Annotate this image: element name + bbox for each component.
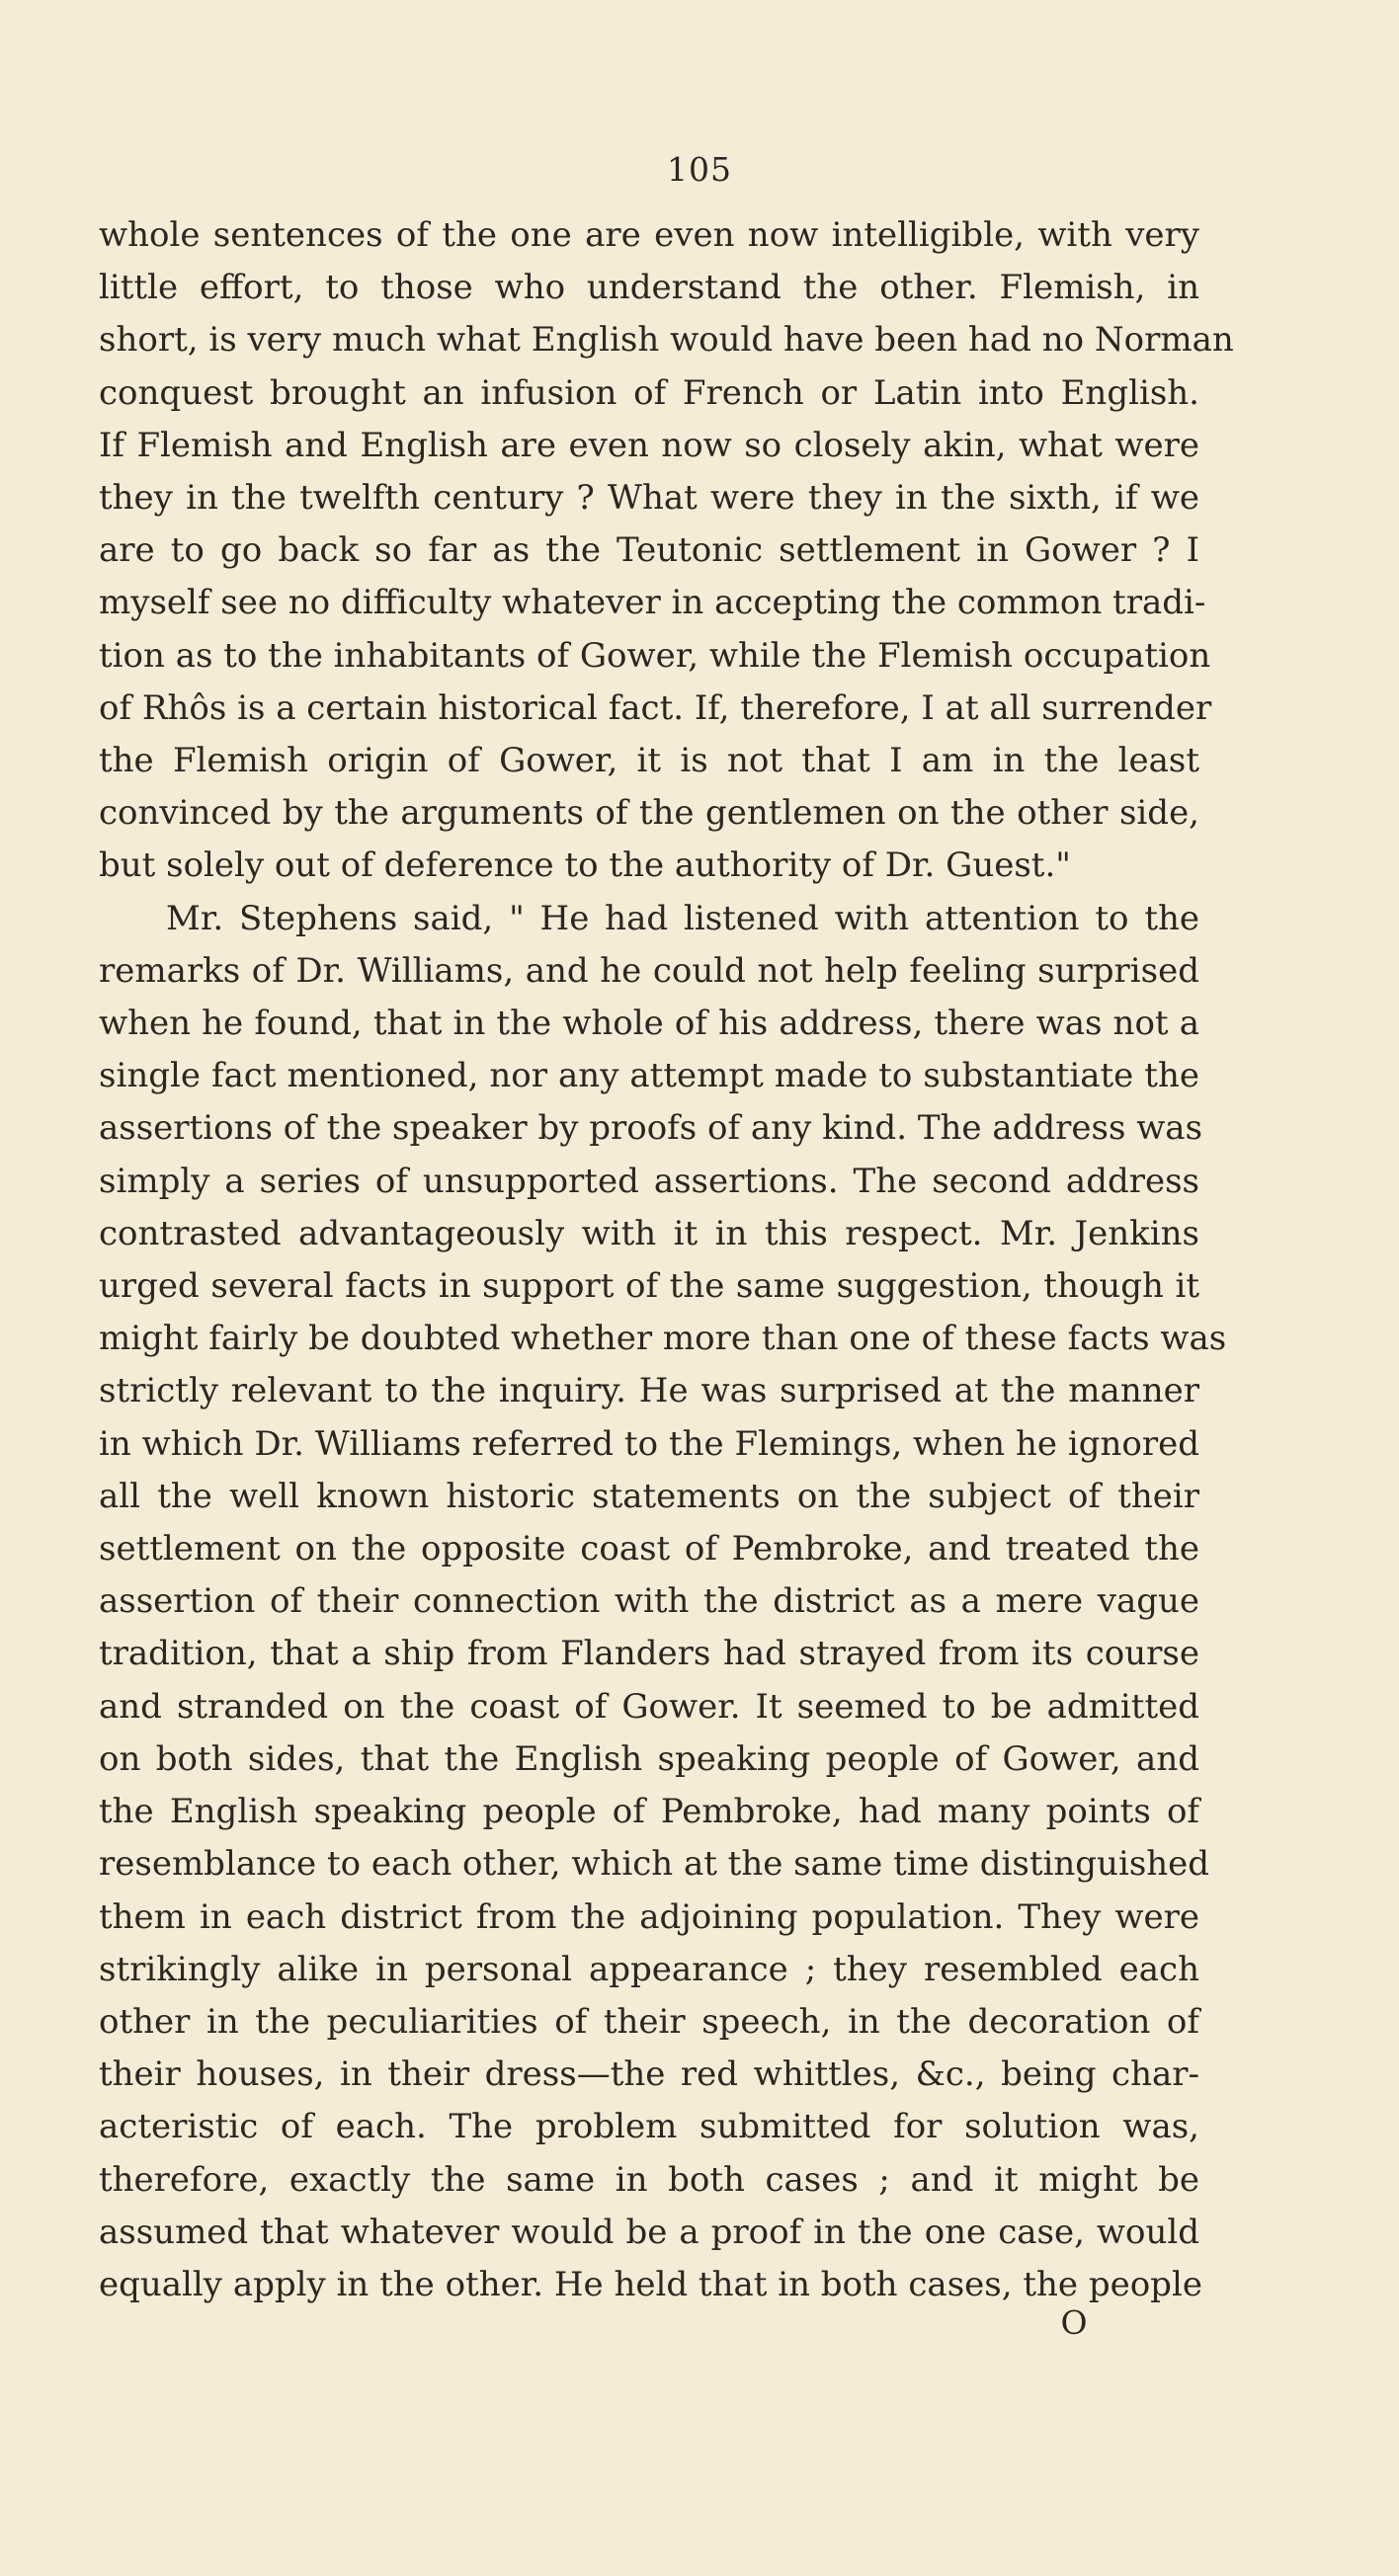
text-line: whole sentences of the one are even now intelligible, with very [99, 215, 1199, 255]
text-line: myself see no difficulty whatever in accepting the common tradi- [99, 583, 1206, 623]
text-line: other in the peculiarities of their speech, in the decoration of [99, 2001, 1199, 2042]
page-number: 105 [667, 150, 732, 189]
text-line: the English speaking people of Pembroke, had many points of [99, 1792, 1199, 1832]
text-line: might fairly be doubted whether more than one of these facts was [99, 1319, 1227, 1359]
text-line: single fact mentioned, nor any attempt made to substantiate the [99, 1056, 1199, 1096]
text-line: equally apply in the other. He held that in both cases, the people [99, 2264, 1202, 2304]
text-line: in which Dr. Williams referred to the Flemings, when he ignored [99, 1423, 1199, 1464]
text-line: assertion of their connection with the district as a mere vague [99, 1581, 1199, 1622]
body-text [99, 209, 1234, 2311]
text-line: are to go back so far as the Teutonic settlement in Gower ? I [99, 530, 1199, 571]
text-line: they in the twelfth century ? What were they in the sixth, if we [99, 478, 1199, 519]
text-line: short, is very much what English would have been had no Norman [99, 320, 1234, 361]
signature-mark: O [1060, 2303, 1088, 2342]
text-line: If Flemish and English are even now so closely akin, what were [99, 425, 1199, 465]
text-line: assertions of the speaker by proofs of any kind. The address was [99, 1108, 1203, 1149]
text-line: and stranded on the coast of Gower. It seemed to be admitted [99, 1686, 1199, 1727]
text-line: tradition, that a ship from Flanders had strayed from its course [99, 1634, 1199, 1674]
text-line: convinced by the arguments of the gentlemen on the other side, [99, 793, 1199, 834]
text-line: the Flemish origin of Gower, it is not that I am in the least [99, 741, 1199, 781]
text-line: resemblance to each other, which at the same time distinguished [99, 1844, 1210, 1885]
text-line: strictly relevant to the inquiry. He was surprised at the manner [99, 1371, 1199, 1411]
text-line: acteristic of each. The problem submitted for solution was, [99, 2107, 1199, 2147]
paragraph [99, 209, 1234, 893]
text-line: settlement on the opposite coast of Pembroke, and treated the [99, 1529, 1199, 1570]
text-line: of Rhôs is a certain historical fact. If, therefore, I at all surrender [99, 687, 1212, 728]
text-line: conquest brought an infusion of French or Latin into English. [99, 372, 1199, 413]
text-line: remarks of Dr. Williams, and he could not help feeling surprised [99, 950, 1199, 991]
paragraph [99, 893, 1227, 2311]
text-line: them in each district from the adjoining population. They were [99, 1896, 1199, 1937]
text-line: little effort, to those who understand the other. Flemish, in [99, 268, 1199, 308]
text-line: urged several facts in support of the same suggestion, though it [99, 1266, 1199, 1307]
text-line: therefore, exactly the same in both cases ; and it might be [99, 2159, 1199, 2200]
text-line: simply a series of unsupported assertions. The second address [99, 1161, 1199, 1201]
text-line: Mr. Stephens said, " He had listened with attention to the [166, 898, 1199, 938]
text-line: tion as to the inhabitants of Gower, while the Flemish occupation [99, 635, 1211, 676]
text-line: but solely out of deference to the authority of Dr. Guest." [99, 845, 1071, 886]
text-line: contrasted advantageously with it in this respect. Mr. Jenkins [99, 1213, 1199, 1253]
text-line: their houses, in their dress—the red whittles, &c., being char- [99, 2054, 1199, 2095]
text-line: assumed that whatever would be a proof in the one case, would [99, 2212, 1199, 2252]
text-line: on both sides, that the English speaking people of Gower, and [99, 1738, 1199, 1779]
text-line: strikingly alike in personal appearance ; they resembled each [99, 1949, 1199, 1989]
text-line: when he found, that in the whole of his address, there was not a [99, 1004, 1199, 1044]
text-line: all the well known historic statements on the subject of their [99, 1476, 1199, 1516]
